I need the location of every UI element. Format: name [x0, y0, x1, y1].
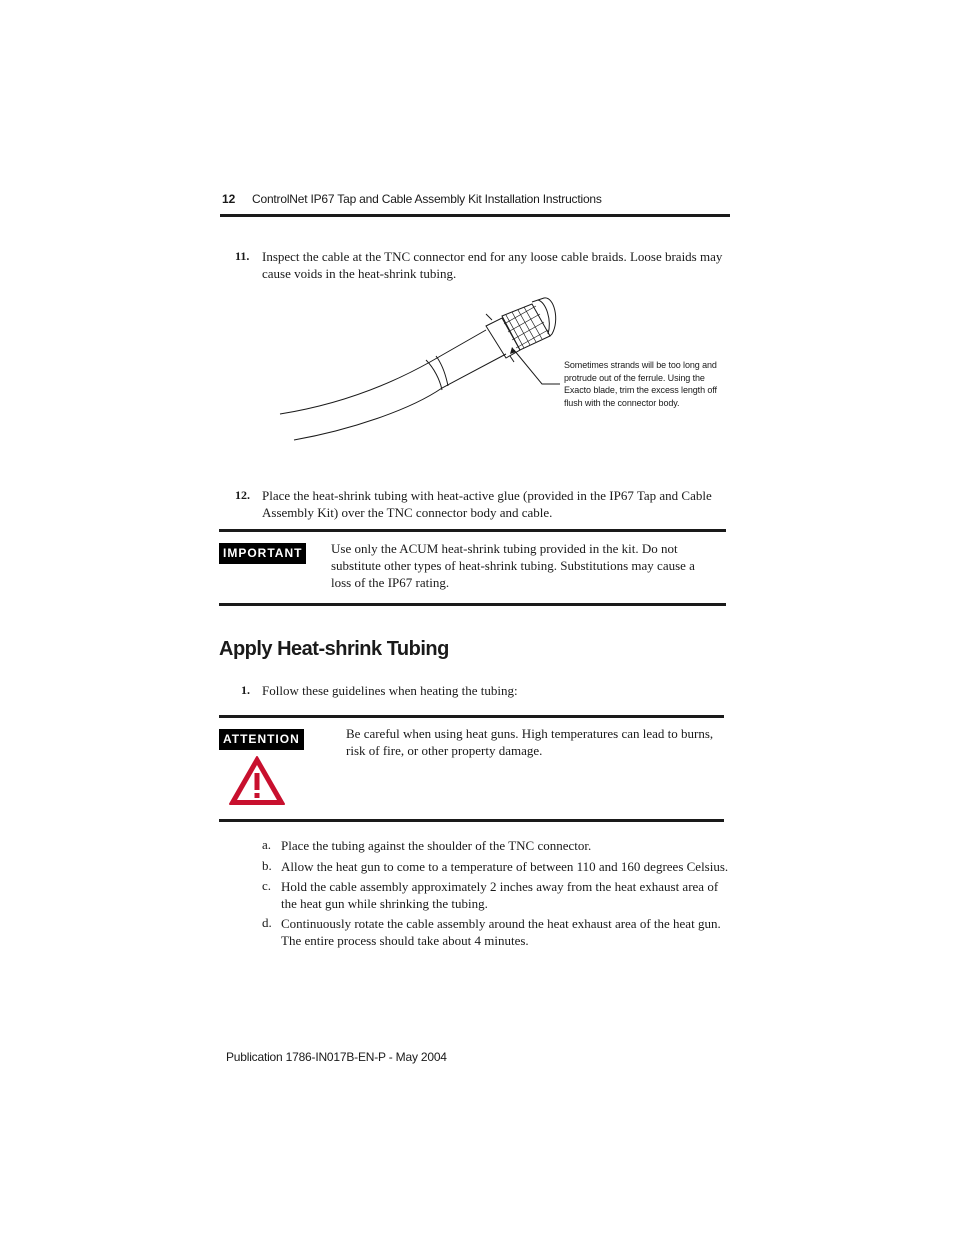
substep-a-text	[281, 837, 591, 854]
header-rule	[220, 214, 730, 217]
step-12-number: 12.	[235, 488, 250, 502]
step-1-text: Follow these guidelines when heating the tubing:	[262, 683, 518, 698]
step-11-text	[262, 248, 722, 282]
substep-b-line-1: Allow the heat gun to come to a temperature of between 110 and 160 degrees Celsius.	[281, 859, 729, 874]
substep-c-line-2: the heat gun while shrinking the tubing.	[281, 896, 488, 911]
substep-c-letter: c.	[262, 878, 272, 893]
step-11-line-2: cause voids in the heat-shrink tubing.	[262, 266, 457, 281]
important-top-rule	[219, 529, 726, 532]
substep-b-text	[281, 858, 728, 875]
important-bottom-rule	[219, 603, 726, 606]
substep-b-letter: b.	[262, 858, 272, 873]
important-line-2: substitute other types of heat-shrink tubing. Substitutions may cause a	[331, 558, 695, 573]
warning-triangle-icon	[228, 754, 286, 806]
substep-d-line-1: Continuously rotate the cable assembly around the heat exhaust area of the heat gun.	[281, 916, 721, 931]
section-heading: Apply Heat-shrink Tubing	[219, 638, 449, 660]
step-12-line-1: Place the heat-shrink tubing with heat-active glue (provided in the IP67 Tap and Cable	[262, 488, 712, 503]
running-header-title: ControlNet IP67 Tap and Cable Assembly Kit Installation Instructions	[252, 192, 602, 206]
step-11-line-1: Inspect the cable at the TNC connector end for any loose cable braids. Loose braids may	[262, 249, 723, 264]
attention-top-rule	[219, 715, 724, 718]
step-11-number: 11.	[235, 249, 250, 263]
important-text	[331, 540, 695, 591]
attention-line-2: risk of fire, or other property damage.	[346, 743, 543, 758]
stray-strand-2	[510, 356, 514, 362]
stray-strand-1	[486, 314, 492, 320]
callout-line-4: flush with the connector body.	[564, 397, 680, 408]
callout-leader-line	[514, 350, 560, 384]
attention-label: ATTENTION	[219, 729, 304, 750]
tubing-ring-1	[426, 360, 442, 390]
important-line-3: loss of the IP67 rating.	[331, 575, 450, 590]
attention-bottom-rule	[219, 819, 724, 822]
publication-footer: Publication 1786-IN017B-EN-P - May 2004	[226, 1050, 447, 1064]
substep-d-line-2: The entire process should take about 4 minutes.	[281, 933, 529, 948]
tubing-ring-2	[436, 356, 448, 386]
important-line-1: Use only the ACUM heat-shrink tubing provided in the kit. Do not	[331, 541, 678, 556]
substep-a-line-1: Place the tubing against the shoulder of the TNC connector.	[281, 838, 592, 853]
figure-callout	[564, 359, 717, 409]
connector-tip	[532, 298, 556, 336]
callout-line-1: Sometimes strands will be too long and	[564, 360, 717, 370]
attention-line-1: Be careful when using heat guns. High temperatures can lead to burns,	[346, 726, 714, 741]
page-number: 12	[222, 192, 236, 206]
step-12-text	[262, 487, 712, 521]
callout-line-2: protrude out of the ferrule. Using the	[564, 372, 705, 383]
attention-text	[346, 725, 713, 759]
step-12-line-2: Assembly Kit) over the TNC connector body and cable.	[262, 505, 553, 520]
important-label: IMPORTANT	[219, 543, 306, 564]
cable-lower-edge	[294, 354, 506, 440]
substep-c-line-1: Hold the cable assembly approximately 2 inches away from the heat exhaust area of	[281, 879, 719, 894]
step-1-number: 1.	[241, 683, 250, 697]
substep-c-text	[281, 878, 718, 912]
substep-a-letter: a.	[262, 837, 272, 852]
substep-d-letter: d.	[262, 915, 272, 930]
substep-d-text	[281, 915, 721, 949]
cable-upper-edge	[280, 330, 486, 414]
callout-line-3: Exacto blade, trim the excess length off	[564, 385, 717, 395]
